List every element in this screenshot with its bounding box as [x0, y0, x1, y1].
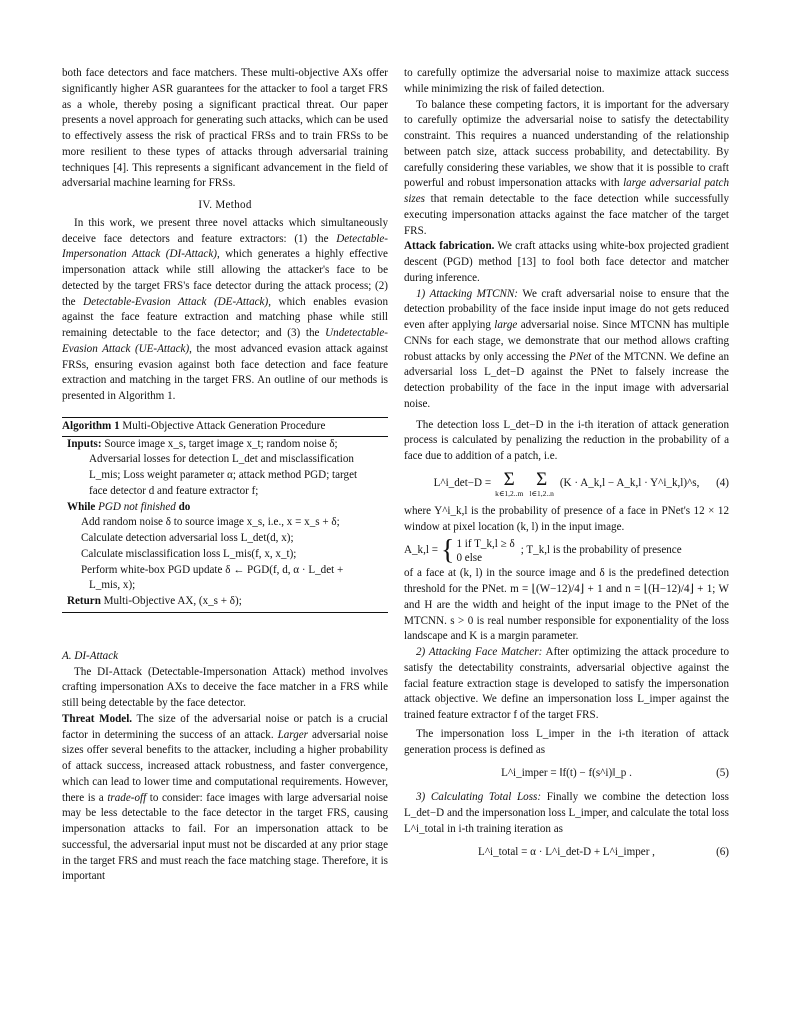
continuation-paragraph: to carefully optimize the adversarial noise to maximize attack success while minimizing the risk of failed detection. — [404, 67, 729, 95]
total-loss-paragraph: 3) Calculating Total Loss: Finally we combine the detection loss L_det−D and the impersonation loss L_imper, and calculate the total loss L^i_total in i-th training iteration as — [404, 791, 730, 835]
left-column — [62, 66, 388, 885]
eq4-body: (K · A_k,l − A_k,l · Y^i_k,l)^s, — [559, 477, 700, 490]
subsection-di-attack: A. DI-Attack — [62, 649, 119, 662]
eq4-sum-k: Σ — [503, 468, 515, 490]
eq6-body: L^i_total = α · L^i_det-D + L^i_imper , — [478, 846, 655, 859]
algorithm-step-1: Add random noise δ to source image x_s, i.e., x = x_s + δ; — [81, 516, 340, 529]
where-paragraph: where Y^i_k,l is the probability of presence of a face in PNet's 12 × 12 window at pixel location (k, l) in the input image. — [404, 504, 729, 533]
akl-tail: ; T_k,l is the probability of presence — [520, 544, 682, 557]
eq4-lhs: L^i_det−D = — [433, 477, 492, 490]
akl-lhs: A_k,l = — [404, 544, 438, 557]
algorithm-header: Algorithm 1 Multi-Objective Attack Generation Procedure — [62, 418, 388, 437]
eq4-sum-l: Σ — [536, 468, 548, 490]
algorithm-inputs: Inputs: Source image x_s, target image x_t; random noise δ; — [67, 437, 338, 450]
eq6-number: (6) — [716, 846, 729, 859]
impersonation-loss-paragraph: The impersonation loss L_imper in the i-th iteration of attack generation process is defined as — [404, 727, 729, 756]
section-title: IV. Method — [198, 199, 252, 211]
attacking-face-matcher-paragraph: 2) Attacking Face Matcher: After optimizing the attack procedure to satisfy the detectability constraints, adversarial objective against the facial feature extraction stage is developed to satisfy the impersonation attack objective. We define an impersonation loss L_imper against the trained feature extractor f of the target FRS. — [404, 646, 729, 721]
attack-fabrication-paragraph: Attack fabrication. We craft attacks using white-box projected gradient descent (PGD) method [13] to fool both face detector and matcher during inference. — [404, 240, 729, 284]
detection-loss-paragraph: The detection loss L_det−D in the i-th iteration of attack generation process is calculated by penalizing the reduction in the probability of a face due to addition of a patch, i.e. — [404, 418, 729, 462]
eq4-number: (4) — [716, 477, 729, 490]
algorithm-return: Return Multi-Objective AX, (x_s + δ); — [67, 595, 242, 607]
algorithm-step-4-cont: L_mis, x); — [89, 579, 136, 592]
akl-definition — [404, 537, 729, 565]
algorithm-box — [62, 417, 388, 613]
algorithm-while: While PGD not finished do — [67, 500, 191, 513]
akl-case-2: 0 else — [456, 552, 483, 565]
brace-glyph: { — [441, 535, 455, 567]
attacking-mtcnn-paragraph: 1) Attacking MTCNN: We craft adversarial noise to ensure that the detection probability of the face inside input image do not gets reduced even after applying large adversarial noise. Since MTCNN has multiple CNNs for each stage, we demonstrate that our method allows crafting robust attacks by only accessing the PNet of the MTCNN. We define an adversarial loss L_det−D against the PNet to falsely increase the detection probability of the face in the input image with adversarial noise. — [404, 287, 730, 410]
akl-explanation-paragraph: of a face at (k, l) in the source image and δ is the predefined detection threshold for the PNet. m = ⌊(W−12)/4⌋ + 1 and n = ⌊(H−12)/4⌋ + 1; W and H are the width and height of the input image to the PNet of the MTCNN. s > 0 is real number responsible for exponentiality of the loss landscape and K is a margin parameter. — [404, 567, 729, 643]
algorithm-inputs-line2: Adversarial losses for detection L_det and misclassification — [89, 453, 354, 466]
algorithm-step-3: Calculate misclassification loss L_mis(f, x, x_t); — [81, 547, 297, 560]
eq4-sum-k-range: k∈1,2..m — [495, 488, 524, 498]
algorithm-inputs-line3: L_mis; Loss weight parameter α; attack method PGD; target — [89, 469, 358, 481]
algorithm-step-4: Perform white-box PGD update δ ← PGD(f, d, α · L_det + — [81, 563, 344, 576]
right-column — [404, 66, 729, 861]
equation-4 — [404, 468, 729, 498]
equation-5 — [404, 766, 729, 782]
method-paragraph: In this work, we present three novel attacks which simultaneously deceive face detectors and feature extractors: (1) the Detectable-Impersonation Attack (DI-Attack), which generates a highly effective impersonation attack while still allowing the attacker's face to be detected by the target FRS's face detector during the attack process; (2) the Detectable-Evasion Attack (DE-Attack), which enables evasion against the face feature extraction and matching phase while still remaining detectable to the face detector; and (3) the Undetectable-Evasion Attack (UE-Attack), the most advanced evasion attack against FRSs, ensuring evasion against both face detection and face feature extraction and matching in the target FRS. An outline of our methods is presented in Algorithm 1. — [62, 216, 389, 402]
balance-paragraph: To balance these competing factors, it is important for the adversary to carefully optimize the adversarial noise to satisfy the detectability constraint. This requires a nuanced understanding of the relationship between patch size, attack success probability, and detectability. By carefully considering these variables, we show that it is possible to craft powerful and robust impersonation attacks with large adversarial patch sizes that remain detectable to the face detection while successfully executing impersonation attacks against the face matcher of the target FRS. — [404, 98, 729, 237]
intro-paragraph: both face detectors and face matchers. These multi-objective AXs offer significantly higher ASR guarantees for the attacker to fool a target FRS as a whole, thereby posing a significant practical threat. Our paper presents a novel approach for generating such attacks, which can be used to effectively assess the risk of practical FRSs and to train FRSs to be more resilient to these types of attacks through adversarial training techniques [4]. This represents a significant advancement in the field of adversarial machine learning for FRSs. — [62, 67, 388, 190]
threat-model-paragraph: Threat Model. The size of the adversarial noise or patch is a crucial factor in determining the success of an attack. Larger adversarial noise sizes offer several benefits to the attacker, including a higher probability of attack success, increased attack robustness, and faster convergence, which can lead to lower time and computational requirements. However, there is a trade-off to consider: face images with large adversarial noise may be less detectable to the face detector in the target FRS, causing impersonation attacks to fail. For an impersonation attack to be successful, the adversarial input must not be discarded at any prior stage in the target FRS and must reach the face matching stage. Therefore, it is important — [62, 712, 388, 883]
di-attack-paragraph: The DI-Attack (Detectable-Impersonation Attack) method involves crafting impersonation AXs to deceive the face matcher in a FRS while still being detectable by the face detector. — [62, 665, 388, 709]
eq5-number: (5) — [716, 767, 729, 780]
algorithm-inputs-line4: face detector d and feature extractor f; — [89, 484, 259, 497]
eq5-body: L^i_imper = ‖f(t) − f(s^i)‖_p . — [501, 767, 632, 780]
akl-case-1: 1 if T_k,l ≥ δ — [456, 538, 515, 551]
eq4-sum-l-range: l∈1,2..n — [529, 488, 554, 498]
algorithm-step-2: Calculate detection adversarial loss L_det(d, x); — [81, 532, 294, 544]
equation-6 — [404, 845, 729, 861]
